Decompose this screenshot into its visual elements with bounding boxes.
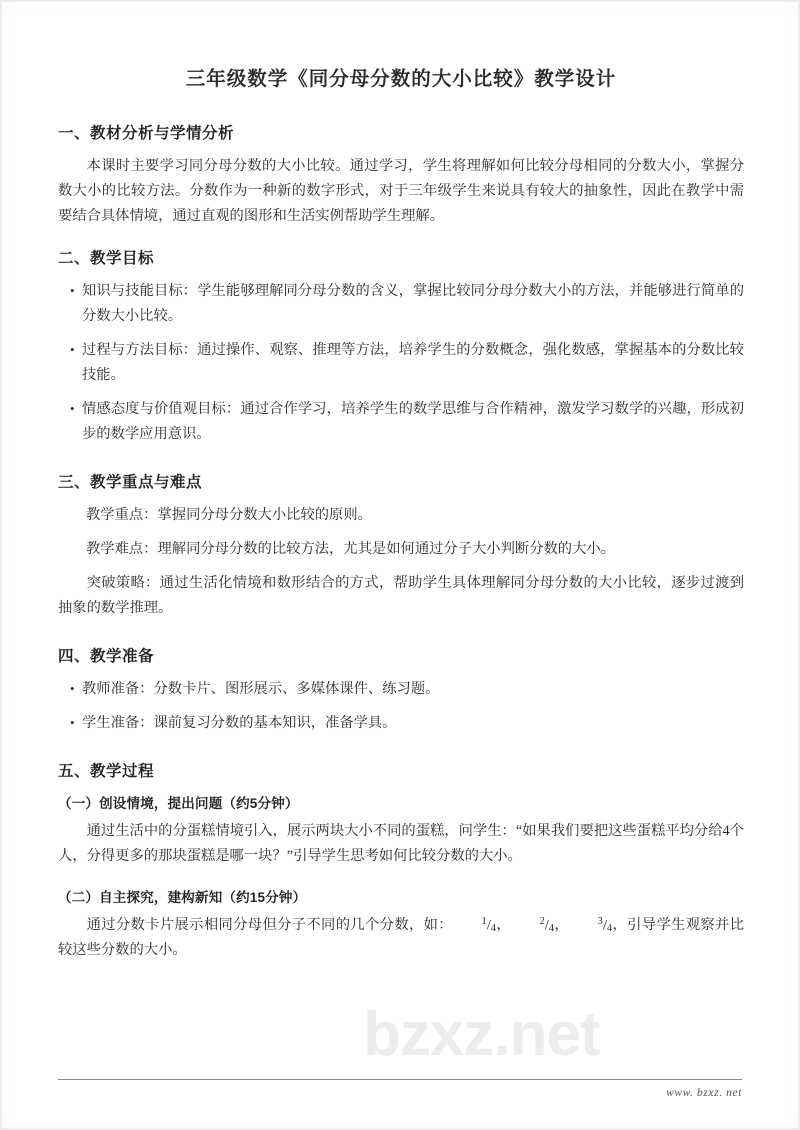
list-item: • 情感态度与价值观目标：通过合作学习，培养学生的数学思维与合作精神，激发学习数学的兴趣，形成初步的数学应用意识。: [58, 397, 744, 447]
fraction-intro-text: 通过分数卡片展示相同分母但分子不同的几个分数，如：: [86, 917, 453, 933]
breakthrough-strategy: 突破策略：通过生活化情境和数形结合的方式，帮助学生具体理解同分母分数的大小比较，逐步过渡到抽象的数学推理。: [58, 575, 744, 616]
fraction-separator: ，: [554, 917, 570, 933]
section-heading-2: 二、教学目标: [58, 250, 155, 267]
fraction-slash: /: [486, 917, 491, 933]
fraction-denominator: 4: [548, 922, 555, 934]
subsection-5-2-paragraph: [58, 913, 744, 963]
subsection-heading-5-2: （二）自主探究，建构新知（约15分钟）: [58, 890, 307, 905]
subsection-heading-5-1: （一）创设情境，提出问题（约5分钟）: [58, 796, 299, 811]
objectives-list: [58, 279, 744, 447]
subsection-5-1-paragraph: 通过生活中的分蛋糕情境引入，展示两块大小不同的蛋糕，问学生：“如果我们要把这些蛋糕平均分给4个人，分得更多的那块蛋糕是哪一块？”引导学生思考如何比较分数的大小。: [58, 823, 744, 864]
fraction-denominator: 4: [606, 922, 613, 934]
fraction-separator: ，: [496, 917, 512, 933]
section-1-paragraph: 本课时主要学习同分母分数的大小比较。通过学习，学生将理解如何比较分母相同的分数大小，掌握分数大小的比较方法。分数作为一种新的数字形式，对于三年级学生来说具有较大的抽象性，因此在教学中需要结合具体情境，通过直观的图形和生活实例帮助学生理解。: [58, 158, 744, 224]
fraction-outro-text: ，引导学生观察并比较这些分数的大小。: [58, 917, 745, 958]
preparation-list: [58, 677, 744, 736]
fraction-denominator: 4: [490, 922, 496, 934]
fraction-3: [569, 917, 612, 934]
document-content: [1, 1, 800, 963]
section-heading-4: 四、教学准备: [58, 648, 155, 665]
list-item: • 知识与技能目标：学生能够理解同分母分数的含义，掌握比较同分母分数大小的方法，并能够进行简单的分数大小比较。: [58, 279, 744, 329]
page-title: 三年级数学《同分母分数的大小比较》教学设计: [185, 68, 617, 90]
list-item: • 学生准备：课前复习分数的基本知识，准备学具。: [58, 711, 744, 736]
fraction-slash: /: [544, 917, 549, 933]
fraction-slash: /: [602, 917, 607, 933]
page-footer: [58, 1079, 742, 1099]
list-item: • 过程与方法目标：通过操作、观察、推理等方法，培养学生的分数概念，强化数感，掌握基本的分数比较技能。: [58, 338, 744, 388]
footer-url: www. bzxz. net: [666, 1087, 742, 1099]
section-heading-5: 五、教学过程: [58, 763, 155, 780]
fraction-2: [511, 917, 554, 934]
section-heading-3: 三、教学重点与难点: [58, 474, 203, 491]
section-heading-1: 一、教材分析与学情分析: [58, 125, 235, 142]
footer-divider: [58, 1079, 742, 1080]
fraction-numerator: 1: [481, 915, 487, 927]
fraction-numerator: 2: [539, 915, 545, 927]
fraction-numerator: 3: [597, 915, 603, 927]
teaching-key-point: 教学重点：掌握同分母分数大小比较的原则。: [86, 507, 372, 523]
fraction-1: [453, 917, 496, 934]
watermark-bzxz: bzxz.net: [363, 1000, 600, 1069]
teaching-difficulty: 教学难点：理解同分母分数的比较方法，尤其是如何通过分子大小判断分数的大小。: [86, 541, 615, 557]
list-item: • 教师准备：分数卡片、图形展示、多媒体课件、练习题。: [58, 677, 744, 702]
